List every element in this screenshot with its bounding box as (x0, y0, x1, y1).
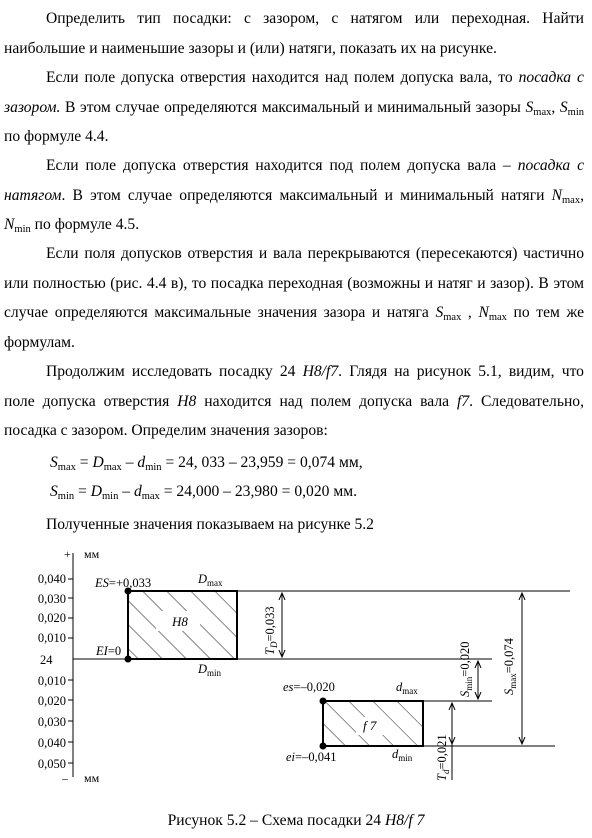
td-label: $T_D=0,033$ (263, 606, 279, 655)
tick-label-up-2: 0,030 (37, 592, 66, 606)
fit-diagram (0, 545, 592, 795)
ticks-upper (38, 572, 73, 645)
tick-label-down-4: 0,040 (37, 736, 66, 750)
shaft-label: f 7 (363, 718, 377, 733)
smax-label: $S_{max}=0,074$ (502, 638, 518, 695)
zero-line-label: 24 (40, 653, 53, 667)
paragraph-task: Определить тип посадки: с зазором, с натягом или переходная. Найти наибольшие и наименьшие зазоры и (или) натяги, показать их на рисунке. (4, 10, 584, 57)
tick-label-down-3: 0,030 (37, 715, 66, 729)
paragraph-continue-fit: Продолжим исследовать посадку 24 H8/f7. Глядя на рисунок 5.1, видим, что поле допуска отверстия H8 находится над полем допуска вала f7. Следовательно, посадка с зазором. Определим значения зазоров: (4, 363, 584, 439)
ei-shaft-point (320, 743, 327, 750)
paragraph-interference-fit: Если поле допуска отверстия находится под полем допуска вала – посадка с натягом. В этом случае определяются максимальный и минимальный натяги $N_{max}$, $N_{min}$ по формуле 4.5. (4, 157, 584, 235)
formula-smax: $S_{max} = D_{max} - d_{min} = 24$, 033 – 23,959 = 0,074 мм, (50, 454, 363, 473)
figure-caption: Рисунок 5.2 – Схема посадки 24 H8/f 7 (167, 812, 425, 829)
ei-shaft-label: ei=–0,041 (286, 750, 337, 764)
es-shaft-label: es=–0,020 (283, 680, 335, 694)
es-label: ES=+0,033 (95, 576, 152, 590)
tick-label-down-1: 0,010 (37, 674, 66, 688)
tick-label-up-3: 0,020 (37, 611, 66, 625)
tick-label-up-4: 0,010 (37, 631, 66, 645)
paragraph-clearance-fit: Если поле допуска отверстия находится над полем допуска вала, то посадка с зазором. В этом случае определяются максимальный и минимальный зазоры $S_{max}$, $S_{min}$ по формуле 4.4. (4, 69, 585, 145)
tdd-label: $T_d=0,021$ (435, 734, 451, 781)
formula-smin: $S_{min} = D_{min} - d_{max} = 24,000 - 23,980 = 0,020$ мм. (50, 483, 357, 502)
dmin-label: $D_{min}$ (198, 662, 222, 678)
smin-label: $S_{min}=0,020$ (458, 641, 474, 697)
axis-minus-sign: – (62, 771, 68, 785)
dmax-shaft-label: $d_{max}$ (396, 680, 418, 696)
ei-point (125, 656, 132, 663)
tick-label-down-2: 0,020 (37, 694, 66, 708)
es-shaft-point (320, 698, 327, 705)
paragraph-show-values: Полученные значения показываем на рисунке 5.2 (46, 516, 374, 533)
dmin-shaft-label: $d_{min}$ (392, 747, 413, 763)
tick-label-down-5: 0,050 (37, 757, 66, 771)
dmax-label: $D_{max}$ (198, 572, 223, 588)
axis-unit-top: мм (84, 547, 100, 561)
axis-plus-sign: + (64, 547, 71, 561)
paragraph-transition-fit: Если поля допусков отверстия и вала перекрываются (пересекаются) частично или полностью (рис. 4.4 в), то посадка переходная (возможны и натяг и зазор). В этом случае определяются максимальные значения зазора и натяга $S_{max}$ , $N_{max}$ по тем же формулам. (4, 245, 584, 351)
ei-hole-label: EI=0 (96, 644, 122, 658)
axis-unit-bottom: мм (84, 771, 100, 785)
tick-label-up-1: 0,040 (37, 572, 66, 586)
hole-label: H8 (172, 614, 188, 629)
ticks-lower (38, 674, 73, 771)
